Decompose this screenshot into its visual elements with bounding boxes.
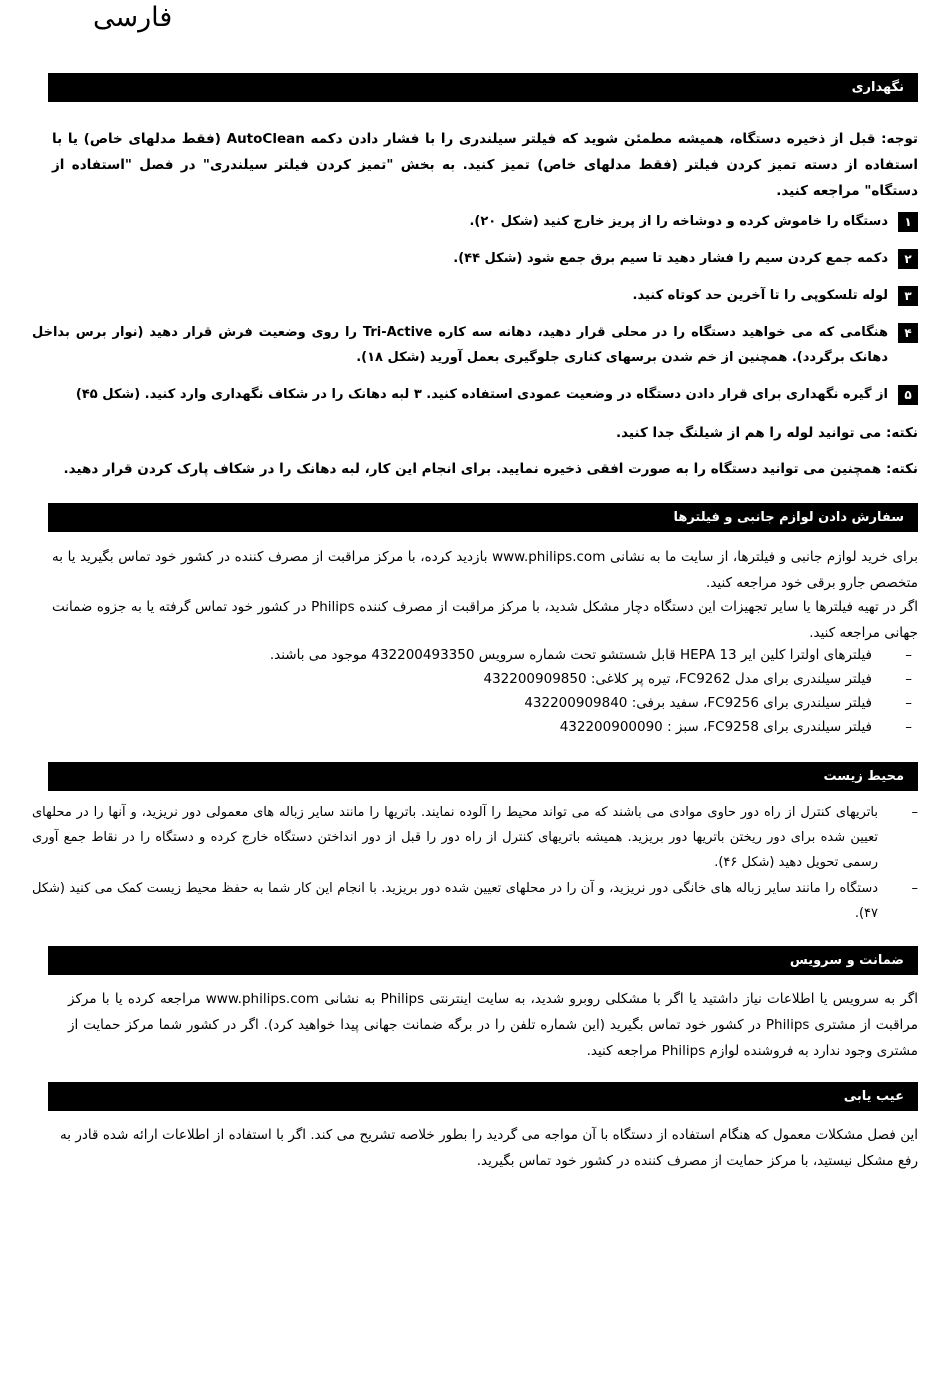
section-header-guarantee: ضمانت و سرویس xyxy=(48,946,918,975)
storage-note-hose: نکته: می توانید لوله را هم از شیلنگ جدا کنید. xyxy=(616,425,918,441)
step-number: ۵ xyxy=(898,385,918,405)
section-header-ordering: سفارش دادن لوازم جانبی و فیلترها xyxy=(48,503,918,532)
environment-list-item: – دستگاه را مانند سایر زباله های خانگی دور نریزید، و آن را در محلهای تعیین شده دور بریزید. با انجام این کار شما به حفظ محیط زیست کمک می کنید (شکل ۴۷). xyxy=(32,881,918,921)
language-title: فارسی xyxy=(93,2,173,33)
step-text: دکمه جمع کردن سیم را فشار دهید تا سیم برق جمع شود (شکل ۴۴). xyxy=(453,251,888,266)
ordering-paragraph-1: برای خرید لوازم جانبی و فیلترها، از سایت ما به نشانی www.philips.com بازدید کرده، با مرکز مراقبت از مصرف کننده در کشور خود تماس بگیرید یا به متخصص جارو برقی خود مراجعه کنید. xyxy=(52,549,918,591)
manual-page: فارسی نگهداری توجه: قبل از ذخیره دستگاه، همیشه مطمئن شوید که فیلتر سیلندری را با فشار دادن دکمه AutoClean (فقط مدلهای خاص) یا با استفاده از دسته تمیز کردن فیلتر (فقط مدلهای خاص) تمیز کنید. به بخش "تمیز کردن فیلتر سیلندری" در فصل "استفاده از دستگاه" مراجعه کنید. ۱ دستگاه را خاموش کرده و دوشاخه را از پریز خارج کنید (شکل ۲۰). ۲ دکمه جمع کردن سیم را فشار دهید تا سیم برق جمع شود (شکل ۴۴). ۳ لوله تلسکوپی را تا آخرین حد کوتاه کنید. ۴ هنگامی که می خواهید دستگاه را در محلی قرار دهید، دهانه سه کاره Tri-Active را روی وضعیت فرش قرار دهید (نوار برس بداخل دهانک برگردد). همچنین از خم شدن برسهای کناری جلوگیری بعمل آورید (شکل ۱۸). ۵ از گیره نگهداری برای قرار دادن دستگاه در وضعیت عمودی استفاده کنید. ۳ لبه دهانک را در شکاف نگهداری وارد کنید. (شکل ۴۵) نکته: می توانید لوله را هم از شیلنگ جدا کنید. نکته: همچنین می توانید دستگاه را به صورت افقی ذخیره نمایید. برای انجام این کار، لبه دهانک را در شکاف پارک کردن قرار دهید. سفارش دادن لوازم جانبی و فیلترها برای خرید لوازم جانبی و فیلترها، از سایت ما به نشانی www.philips.com بازدید کرده، با مرکز مراقبت از مصرف کننده در کشور خود تماس بگیرید یا به متخصص جارو برقی خود مراجعه کنید. اگر در تهیه فیلترها یا سایر تجهیزات این دستگاه دچار مشکل شدید، با مرکز مراقبت از مصرف کننده Philips در کشور خود تماس گرفته یا به جزوه ضمانت جهانی مراجعه کنید. – فیلترهای اولترا کلین ایر HEPA 13 قابل شستشو تحت شماره سرویس 432200493350 موجود می باشند. – فیلتر سیلندری برای مدل FC9262، تیره پر کلاغی: 432200909850 – فیلتر سیلندری برای FC9256، سفید برفی: 432200909840 – فیلتر سیلندری برای FC9258، سبز : 432200900090 محیط زیست – باتریهای کنترل از راه دور حاوی موادی می باشند که می تواند محیط را آلوده نمایند. باتریها را مانند سایر زباله های معمولی دور نریزید، و آنها را در محلهای تعیین شده برای دور ریختن باتریها دور بریزید. همیشه باتریهای کنترل از راه دور را قبل از دور انداختن دستگاه خارج کرده و دستگاه را در نقاط جمع آوری رسمی تحویل دهید (شکل ۴۶). – دستگاه را مانند سایر زباله های خانگی دور نریزید، و آن را در محلهای تعیین شده دور بریزید. با انجام این کار شما به حفظ محیط زیست کمک می کنید (شکل ۴۷). ضمانت و سرویس اگر به سرویس یا اطلاعات نیاز داشتید یا اگر با مشکلی روبرو شدید، به سایت اینترنتی Philips به نشانی www.philips.com مراجعه کرده یا با مرکز مراقبت از مشتری Philips در کشور خود تماس بگیرید (این شماره تلفن را در برگه ضمانت جهانی پیدا خواهید کرد). اگر در کشور شما مرکز حمایت از مشتری وجود ندارد به فروشنده لوازم Philips مراجعه کنید. عیب یابی این فصل مشکلات معمول که هنگام استفاده از دستگاه با آن مواجه می گردید را بطور خلاصه تشریح می کند. اگر با استفاده از اطلاعات ارائه شده قادر به رفع مشکل نیستید، با مرکز حمایت از مصرف کننده در کشور خود تماس بگیرید. xyxy=(0,0,950,1383)
step-text: لوله تلسکوپی را تا آخرین حد کوتاه کنید. xyxy=(632,288,888,303)
storage-note-autoclean: توجه: قبل از ذخیره دستگاه، همیشه مطمئن شوید که فیلتر سیلندری را با فشار دادن دکمه AutoClean (فقط مدلهای خاص) یا با استفاده از دسته تمیز کردن فیلتر (فقط مدلهای خاص) تمیز کنید. به بخش "تمیز کردن فیلتر سیلندری" در فصل "استفاده از دستگاه" مراجعه کنید. xyxy=(52,131,918,199)
section-header-troubleshooting: عیب یابی xyxy=(48,1082,918,1111)
section-header-storage: نگهداری xyxy=(48,73,918,102)
storage-note-horizontal: نکته: همچنین می توانید دستگاه را به صورت افقی ذخیره نمایید. برای انجام این کار، لبه دهانک را در شکاف پارک کردن قرار دهید. xyxy=(63,461,918,477)
troubleshooting-paragraph: این فصل مشکلات معمول که هنگام استفاده از دستگاه با آن مواجه می گردید را بطور خلاصه تشریح می کند. اگر با استفاده از اطلاعات ارائه شده قادر به رفع مشکل نیستید، با مرکز حمایت از مصرف کننده در کشور خود تماس بگیرید. xyxy=(60,1127,918,1169)
section-header-environment: محیط زیست xyxy=(48,762,918,791)
step-number: ۲ xyxy=(898,249,918,269)
step-text: از گیره نگهداری برای قرار دادن دستگاه در وضعیت عمودی استفاده کنید. ۳ لبه دهانک را در شکاف نگهداری وارد کنید. (شکل ۴۵) xyxy=(75,387,888,402)
ordering-paragraph-2: اگر در تهیه فیلترها یا سایر تجهیزات این دستگاه دچار مشکل شدید، با مرکز مراقبت از مصرف کننده Philips در کشور خود تماس گرفته یا به جزوه ضمانت جهانی مراجعه کنید. xyxy=(52,599,919,641)
guarantee-paragraph: اگر به سرویس یا اطلاعات نیاز داشتید یا اگر با مشکلی روبرو شدید، به سایت اینترنتی Philips به نشانی www.philips.com مراجعه کرده یا با مرکز مراقبت از مشتری Philips در کشور خود تماس بگیرید (این شماره تلفن را در برگه ضمانت جهانی پیدا خواهید کرد). اگر در کشور شما مرکز حمایت از مشتری وجود ندارد به فروشنده لوازم Philips مراجعه کنید. xyxy=(68,991,918,1059)
step-number: ۱ xyxy=(898,212,918,232)
step-text: دستگاه را خاموش کرده و دوشاخه را از پریز خارج کنید (شکل ۲۰). xyxy=(469,214,888,229)
environment-list-item: – باتریهای کنترل از راه دور حاوی موادی می باشند که می تواند محیط را آلوده نمایند. باتریها را مانند سایر زباله های معمولی دور نریزید، و آنها را در محلهای تعیین شده برای دور ریختن باتریها دور بریزید. همیشه باتریهای کنترل از راه دور را قبل از دور انداختن دستگاه خارج کرده و دستگاه را در نقاط جمع آوری رسمی تحویل دهید (شکل ۴۶). xyxy=(32,805,918,870)
step-text: هنگامی که می خواهید دستگاه را در محلی قرار دهید، دهانه سه کاره Tri-Active را روی وضعیت فرش قرار دهید (نوار برس بداخل دهانک برگردد). همچنین از خم شدن برسهای کناری جلوگیری بعمل آورید (شکل ۱۸). xyxy=(32,325,889,365)
step-number: ۳ xyxy=(898,286,918,306)
step-number: ۴ xyxy=(898,323,918,343)
